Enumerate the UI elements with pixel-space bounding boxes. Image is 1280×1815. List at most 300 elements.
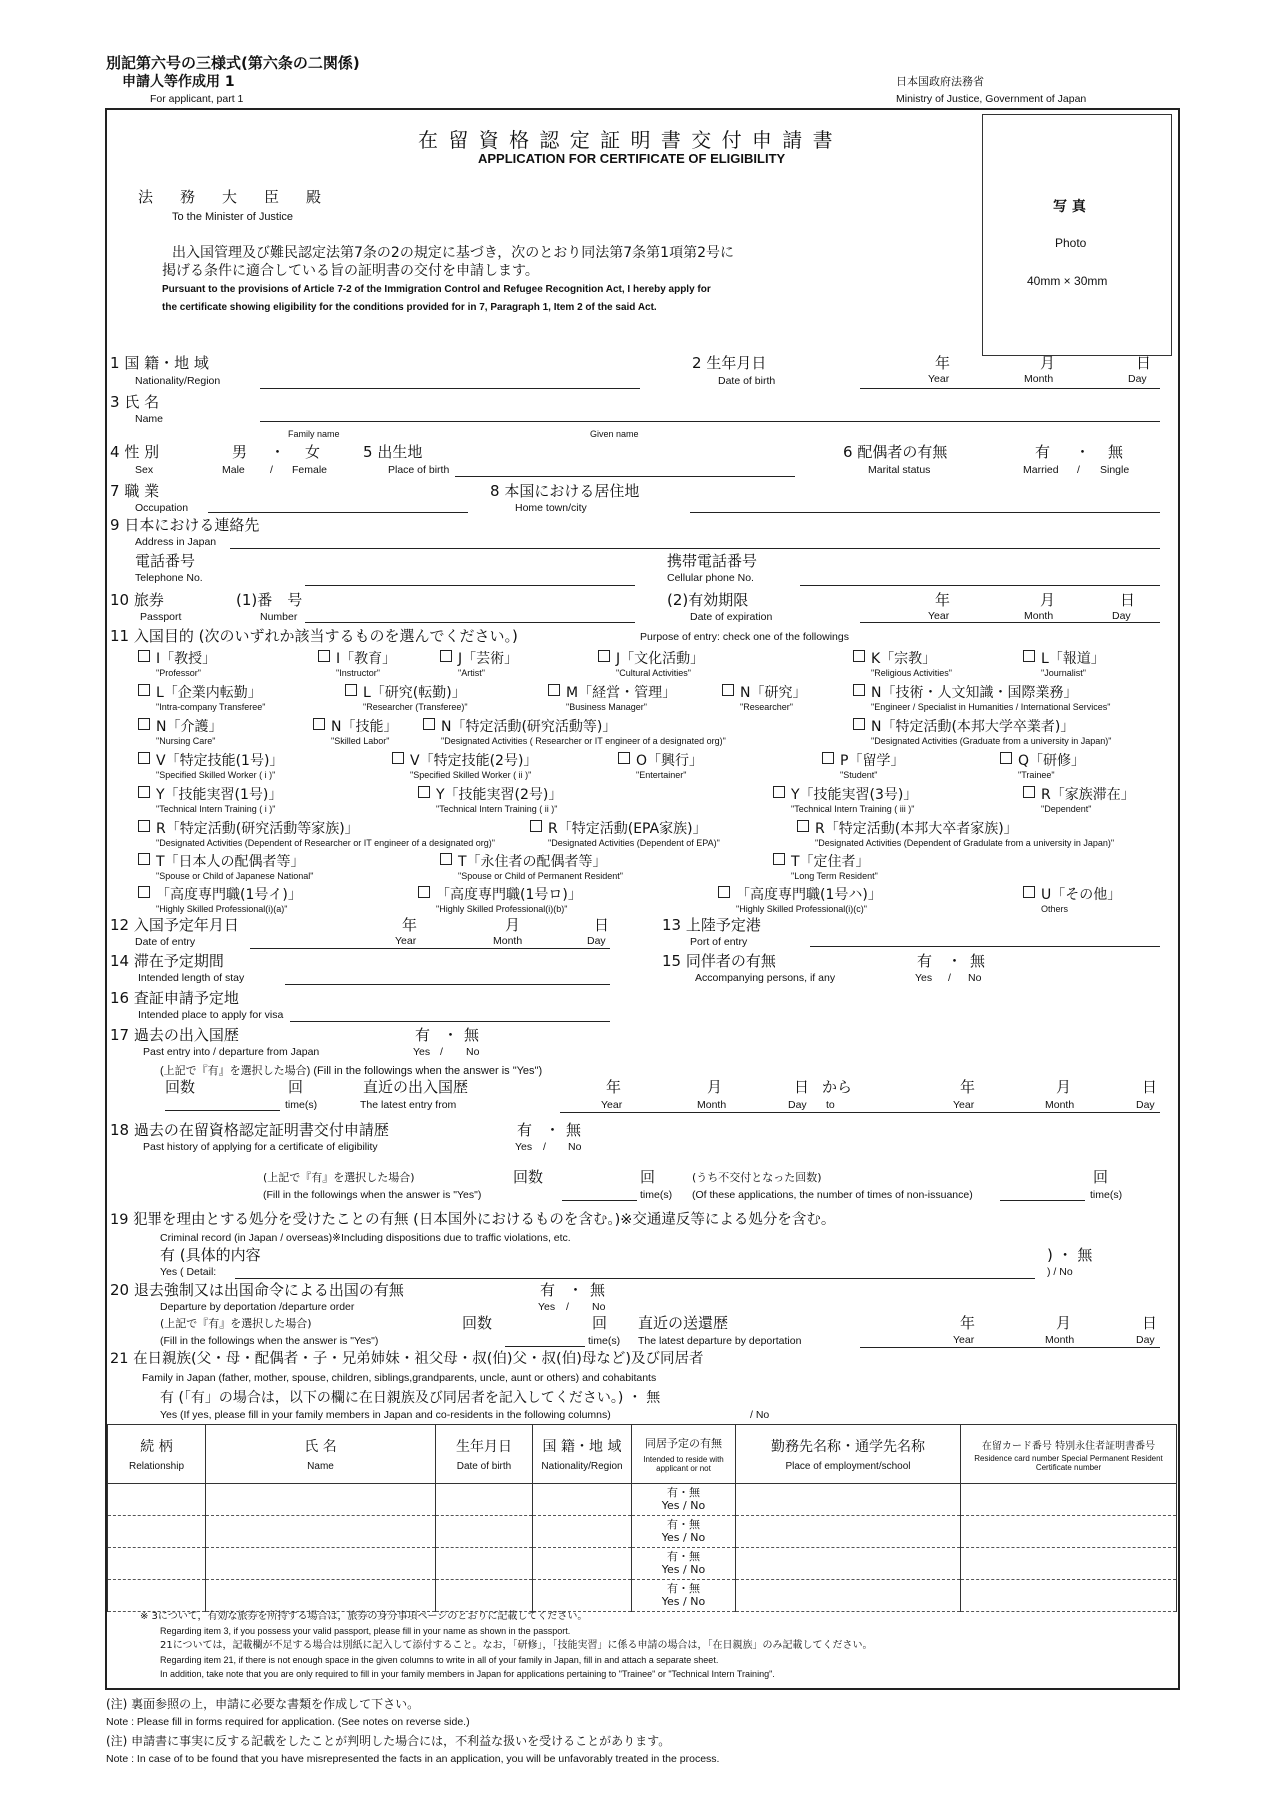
entry-month-en: Month [493, 935, 523, 947]
purpose-option[interactable] [530, 820, 720, 848]
purpose-option-label: M「経営・管理」 [566, 685, 677, 701]
reside-cell[interactable]: 有・無 Yes / No [632, 1548, 736, 1580]
checkbox[interactable] [418, 786, 430, 798]
accompany-no-en: No [968, 972, 982, 984]
deport-cond-en: (Fill in the followings when the answer is "Yes") [160, 1335, 379, 1347]
checkbox[interactable] [598, 650, 610, 662]
purpose-option-label: R「特定活動(EPA家族)」 [548, 821, 707, 837]
purpose-option-label-en: "Technical Intern Training ( ii )" [436, 804, 558, 814]
d-year-en: Year [953, 1334, 975, 1346]
purpose-option[interactable] [1023, 886, 1121, 914]
purpose-option-label: L「企業内転勤」 [156, 685, 262, 701]
dob-cell[interactable] [436, 1516, 533, 1548]
purpose-option-label-en: "Trainee" [1018, 770, 1055, 780]
sex-dot: ・ [270, 443, 286, 461]
visa-place-input[interactable] [290, 1021, 610, 1022]
residence-card-cell[interactable] [961, 1580, 1177, 1612]
passport-number-input[interactable] [305, 622, 635, 623]
checkbox[interactable] [138, 718, 150, 730]
photo-size: 40mm × 30mm [1027, 274, 1108, 288]
purpose-option[interactable] [392, 752, 537, 780]
purpose-option[interactable] [418, 886, 582, 914]
accompany-no[interactable]: 無 [970, 952, 986, 970]
purpose-option[interactable] [423, 718, 726, 746]
purpose-option[interactable] [773, 853, 878, 881]
purpose-option[interactable] [853, 684, 1111, 712]
reside-cell[interactable]: 有・無 Yes / No [632, 1484, 736, 1516]
coe-history-no-en: No [568, 1141, 582, 1153]
f10-label-en: Passport [140, 611, 182, 623]
f5-label: 5 出生地 [363, 443, 423, 461]
entry-times-input[interactable] [165, 1110, 280, 1111]
checkbox[interactable] [718, 886, 730, 898]
birthplace-input[interactable] [455, 476, 795, 477]
sex-male-option[interactable]: 男 [232, 443, 248, 461]
note-1-en: Regarding item 3, if you possess your valid passport, please fill in your name as shown in the passport. [160, 1626, 571, 1636]
purpose-option[interactable] [773, 786, 917, 814]
checkbox[interactable] [418, 886, 430, 898]
latest-deport-input[interactable] [860, 1347, 1160, 1348]
purpose-option-label-en: "Cultural Activities" [616, 668, 691, 678]
entry-date-input[interactable] [250, 948, 610, 949]
latest-deport-en: The latest departure by deportation [638, 1335, 802, 1347]
dob-year-en: Year [928, 373, 950, 385]
f7-label-en: Occupation [135, 502, 189, 514]
purpose-option-label-en: "Researcher (Transferee)" [363, 702, 468, 712]
f20-label: 20 退去強制又は出国命令による出国の有無 [110, 1281, 404, 1299]
f1-label: 1 国 籍・地 域 [110, 354, 209, 372]
employment-cell[interactable] [736, 1484, 961, 1516]
purpose-option[interactable] [138, 752, 283, 780]
f8-label-en: Home town/city [515, 502, 587, 514]
f12-label: 12 入国予定年月日 [110, 916, 239, 934]
purpose-option-label-en: "Specified Skilled Worker ( i )" [156, 770, 276, 780]
name-cell[interactable] [206, 1548, 436, 1580]
sex-male-en: Male [222, 464, 245, 476]
purpose-option-label-en: "Technical Intern Training ( i )" [156, 804, 276, 814]
checkbox[interactable] [138, 786, 150, 798]
f20-label-en: Departure by deportation /departure order [160, 1301, 355, 1313]
criminal-detail-input[interactable] [235, 1278, 1035, 1279]
nonissue-unit: 回 [1093, 1168, 1109, 1186]
addressee-jp: 法 務 大 臣 殿 [138, 188, 328, 206]
l2-year-en: Year [953, 1099, 975, 1111]
checkbox[interactable] [313, 718, 325, 730]
f15-label: 15 同伴者の有無 [662, 952, 776, 970]
checkbox[interactable] [1000, 752, 1012, 764]
purpose-option-label: N「特定活動(研究活動等)」 [441, 719, 617, 735]
f21-label-en: Family in Japan (father, mother, spouse, children, siblings,grandparents, uncle, aunt or others) and cohabitants [142, 1372, 657, 1384]
sex-female-en: Female [292, 464, 328, 476]
purpose-option-label: L「研究(転勤)」 [363, 685, 466, 701]
passport-expiry-label: (2)有効期限 [667, 591, 749, 609]
marital-no-option[interactable]: 無 [1108, 443, 1124, 461]
checkbox[interactable] [345, 684, 357, 696]
purpose-option-label-en: "Professor" [156, 668, 201, 678]
purpose-option[interactable] [138, 853, 314, 881]
dob-year-jp: 年 [935, 354, 951, 372]
col-employment: 勤務先名称・通学先名称 Place of employment/school [736, 1425, 961, 1484]
checkbox[interactable] [773, 786, 785, 798]
f16-label: 16 査証申請予定地 [110, 989, 239, 1007]
purpose-option-label: R「特定活動(本邦大卒者家族)」 [815, 821, 1018, 837]
entry-times-unit: 回 [288, 1078, 304, 1096]
checkbox[interactable] [797, 820, 809, 832]
to-label: to [826, 1099, 835, 1111]
f10-label: 10 旅券 [110, 591, 164, 609]
f17-label: 17 過去の出入国歴 [110, 1026, 239, 1044]
purpose-option-label-en: Others [1041, 904, 1069, 914]
entry-month-jp: 月 [505, 916, 521, 934]
name-cell[interactable] [206, 1516, 436, 1548]
f9-label-en: Address in Japan [135, 536, 217, 548]
nationality-cell[interactable] [533, 1484, 632, 1516]
purpose-option-label: T「定住者」 [791, 854, 870, 870]
nonissue-input[interactable] [1000, 1200, 1085, 1201]
purpose-option-label-en: "Researcher" [740, 702, 793, 712]
coe-history-yes[interactable]: 有 [517, 1121, 533, 1139]
checkbox[interactable] [618, 752, 630, 764]
f2-label: 2 生年月日 [692, 354, 767, 372]
coe-times-input[interactable] [562, 1200, 637, 1201]
marital-yes-option[interactable]: 有 [1035, 443, 1051, 461]
checkbox[interactable] [138, 752, 150, 764]
entry-history-dot: ・ [443, 1026, 459, 1044]
checkbox[interactable] [138, 684, 150, 696]
checkbox[interactable] [548, 684, 560, 696]
purpose-option[interactable] [138, 650, 216, 678]
purpose-option-label-en: "Religious Activities" [871, 668, 952, 678]
checkbox[interactable] [440, 853, 452, 865]
checkbox[interactable] [138, 853, 150, 865]
entry-history-yes[interactable]: 有 [415, 1026, 431, 1044]
entry-day-en: Day [587, 935, 606, 947]
purpose-option-label-en: "Instructor" [336, 668, 380, 678]
dob-month-en: Month [1024, 373, 1054, 385]
accompany-slash: / [948, 972, 951, 984]
checkbox[interactable] [1023, 650, 1035, 662]
checkbox[interactable] [1023, 786, 1035, 798]
checkbox[interactable] [392, 752, 404, 764]
purpose-option-label-en: "Highly Skilled Professional(i)(b)" [436, 904, 568, 914]
nationality-cell[interactable] [533, 1580, 632, 1612]
residence-card-cell[interactable] [961, 1484, 1177, 1516]
purpose-option-label: Y「技能実習(3号)」 [791, 787, 918, 803]
purpose-option-label: U「その他」 [1041, 887, 1122, 903]
f7-label: 7 職 業 [110, 482, 160, 500]
purpose-option-label-en: "Spouse or Child of Permanent Resident" [458, 871, 623, 881]
occupation-input[interactable] [208, 512, 468, 513]
purpose-option-label: V「特定技能(2号)」 [410, 753, 538, 769]
d-month-en: Month [1045, 1334, 1075, 1346]
f13-label: 13 上陸予定港 [662, 916, 761, 934]
purpose-option-label-en: "Entertainer" [636, 770, 687, 780]
dob-cell[interactable] [436, 1484, 533, 1516]
purpose-option[interactable] [440, 650, 518, 678]
f12-label-en: Date of entry [135, 936, 196, 948]
checkbox[interactable] [722, 684, 734, 696]
purpose-option[interactable] [440, 853, 623, 881]
purpose-option[interactable] [138, 820, 495, 848]
note-2-en: Regarding item 21, if there is not enough space in the given columns to write in all of your family in Japan, fill in and attach a separate sheet. [160, 1655, 719, 1665]
sex-female-option[interactable]: 女 [305, 443, 321, 461]
purpose-option-label: Q「研修」 [1018, 753, 1086, 769]
criminal-no-en: ) / No [1047, 1266, 1073, 1278]
cellular-input[interactable] [800, 585, 1160, 586]
note-3-en: In addition, take note that you are only required to fill in your family members in Japan for applications pertaining to "Trainee" or "Technical Intern Training". [160, 1669, 775, 1679]
family-yes-en: Yes (If yes, please fill in your family members in Japan and co-residents in the following columns) [160, 1409, 611, 1421]
exp-day-jp: 日 [1120, 591, 1136, 609]
d-month-jp: 月 [1056, 1314, 1072, 1332]
purpose-option[interactable] [1023, 786, 1135, 814]
checkbox[interactable] [853, 650, 865, 662]
purpose-option-label: N「介護」 [156, 719, 223, 735]
relationship-cell[interactable] [108, 1484, 206, 1516]
name-cell[interactable] [206, 1484, 436, 1516]
checkbox[interactable] [138, 886, 150, 898]
reside-cell[interactable]: 有・無 Yes / No [632, 1580, 736, 1612]
purpose-option-label: V「特定技能(1号)」 [156, 753, 284, 769]
dob-input[interactable] [860, 388, 1160, 389]
nonissue-en: (Of these applications, the number of times of non-issuance) [692, 1189, 973, 1201]
checkbox[interactable] [853, 718, 865, 730]
checkbox[interactable] [1023, 886, 1035, 898]
purpose-option-label-en: "Highly Skilled Professional(i)(c)" [736, 904, 867, 914]
f15-label-en: Accompanying persons, if any [695, 972, 836, 984]
port-input[interactable] [810, 946, 1160, 947]
nonissue-jp: (うち不交付となった回数) [692, 1171, 822, 1184]
checkbox[interactable] [318, 650, 330, 662]
family-no-en: / No [750, 1409, 770, 1421]
purpose-option[interactable] [548, 684, 676, 712]
exp-day-en: Day [1112, 610, 1131, 622]
f5-label-en: Place of birth [388, 464, 450, 476]
purpose-option-label: J「文化活動」 [616, 651, 705, 667]
table-row [108, 1484, 1177, 1516]
footer-2-jp: (注) 申請書に事実に反する記載をしたことが判明した場合には，不利益な扱いを受けることがあります。 [106, 1734, 671, 1748]
l2-month-jp: 月 [1056, 1078, 1072, 1096]
accompany-dot: ・ [947, 952, 963, 970]
coe-cond-en: (Fill in the followings when the answer is "Yes") [263, 1189, 482, 1201]
intro-en-2: the certificate showing eligibility for the conditions provided for in 7, Paragraph 1, Item 2 of the said Act. [162, 302, 657, 313]
expiry-input[interactable] [860, 622, 1160, 623]
checkbox[interactable] [138, 820, 150, 832]
purpose-option-label-en: "Journalist" [1041, 668, 1086, 678]
purpose-option-label-en: "Engineer / Specialist in Humanities / International Services" [871, 702, 1111, 712]
family-yes-option[interactable]: 有 (「有」の場合は，以下の欄に在日親族及び同居者を記入してください。) ・ 無 [160, 1390, 661, 1406]
l-year-jp: 年 [606, 1078, 622, 1096]
nationality-cell[interactable] [533, 1516, 632, 1548]
entry-times-en: time(s) [285, 1099, 318, 1111]
passport-number-label: (1)番 号 [236, 591, 303, 609]
purpose-option[interactable] [598, 650, 704, 678]
family-table-header [108, 1425, 1177, 1484]
purpose-option[interactable] [138, 684, 265, 712]
purpose-option-label-en: "Specified Skilled Worker ( ii )" [410, 770, 532, 780]
dob-day-jp: 日 [1136, 354, 1152, 372]
coe-history-no[interactable]: 無 [566, 1121, 582, 1139]
address-input[interactable] [230, 548, 1160, 549]
checkbox[interactable] [853, 684, 865, 696]
f9-label: 9 日本における連絡先 [110, 516, 260, 534]
cell-label: 携帯電話番号 [667, 552, 758, 570]
entry-history-no[interactable]: 無 [464, 1026, 480, 1044]
coe-times-unit: 回 [640, 1168, 656, 1186]
coe-times-en: time(s) [640, 1189, 673, 1201]
purpose-option[interactable] [718, 886, 882, 914]
criminal-yes-detail[interactable]: 有 (具体的内容 [160, 1246, 261, 1264]
purpose-option[interactable] [1023, 650, 1105, 678]
purpose-option-label: J「芸術」 [458, 651, 519, 667]
employment-cell[interactable] [736, 1580, 961, 1612]
checkbox[interactable] [773, 853, 785, 865]
purpose-option[interactable] [618, 752, 703, 780]
title-en: APPLICATION FOR CERTIFICATE OF ELIGIBILITY [478, 151, 786, 166]
deport-no-en: No [592, 1301, 606, 1313]
dob-cell[interactable] [436, 1580, 533, 1612]
latest-entry-input[interactable] [560, 1112, 1160, 1113]
deport-slash: / [566, 1301, 569, 1313]
f13-label-en: Port of entry [690, 936, 748, 948]
purpose-option[interactable] [797, 820, 1114, 848]
exp-year-jp: 年 [935, 591, 951, 609]
deport-times-unit: 回 [592, 1314, 608, 1332]
checkbox[interactable] [440, 650, 452, 662]
purpose-option[interactable] [853, 650, 952, 678]
deport-times-en: time(s) [588, 1335, 621, 1347]
checkbox[interactable] [822, 752, 834, 764]
title-jp: 在 留 資 格 認 定 証 明 書 交 付 申 請 書 [418, 128, 835, 152]
purpose-option[interactable] [138, 718, 222, 746]
intro-jp-2: 掲げる条件に適合している旨の証明書の交付を申請します。 [162, 263, 539, 279]
table-row [108, 1516, 1177, 1548]
reside-cell[interactable]: 有・無 Yes / No [632, 1516, 736, 1548]
f18-label-en: Past history of applying for a certificate of eligibility [143, 1141, 378, 1153]
purpose-option-label: Ⅰ「教育」 [336, 651, 397, 667]
purpose-option-label: N「技能」 [331, 719, 398, 735]
relationship-cell[interactable] [108, 1580, 206, 1612]
family-table [107, 1424, 1177, 1612]
stay-input[interactable] [285, 984, 610, 985]
purpose-option[interactable] [138, 886, 302, 914]
residence-card-cell[interactable] [961, 1548, 1177, 1580]
entry-year-en: Year [395, 935, 417, 947]
deport-no[interactable]: 無 [590, 1281, 606, 1299]
photo-box[interactable] [982, 114, 1172, 356]
applicant-label-en: For applicant, part 1 [150, 93, 244, 105]
deport-times-input[interactable] [505, 1346, 585, 1347]
passport-expiry-en: Date of expiration [690, 611, 773, 623]
purpose-option[interactable] [822, 752, 904, 780]
col-name: 氏 名 Name [206, 1425, 436, 1484]
purpose-option[interactable] [418, 786, 562, 814]
residence-card-cell[interactable] [961, 1516, 1177, 1548]
entry-history-no-en: No [466, 1046, 480, 1058]
note-1-jp: ※ 3について，有効な旅券を所持する場合は，旅券の身分事項ページのとおりに記載してください。 [140, 1611, 588, 1622]
purpose-option-label-en: "Designated Activities (Graduate from a university in Japan)" [871, 736, 1112, 746]
purpose-option-label: O「興行」 [636, 753, 704, 769]
purpose-option[interactable] [853, 718, 1112, 746]
d-day-jp: 日 [1142, 1314, 1158, 1332]
checkbox[interactable] [530, 820, 542, 832]
purpose-option[interactable] [318, 650, 396, 678]
relationship-cell[interactable] [108, 1516, 206, 1548]
name-cell[interactable] [206, 1580, 436, 1612]
purpose-option-label-en: "Designated Activities (Dependent of Researcher or IT engineer of a designated org)" [156, 838, 495, 848]
criminal-yes-detail-en: Yes ( Detail: [160, 1266, 217, 1278]
employment-cell[interactable] [736, 1548, 961, 1580]
deport-yes[interactable]: 有 [540, 1281, 556, 1299]
purpose-option-label: R「特定活動(研究活動等家族)」 [156, 821, 359, 837]
purpose-option[interactable] [138, 786, 282, 814]
f2-label-en: Date of birth [718, 375, 776, 387]
l-day-jp: 日 [794, 1078, 810, 1096]
l2-year-jp: 年 [960, 1078, 976, 1096]
purpose-option[interactable] [345, 684, 468, 712]
l2-month-en: Month [1045, 1099, 1075, 1111]
accompany-yes-en: Yes [915, 972, 933, 984]
hometown-input[interactable] [690, 512, 1160, 513]
purpose-option-label: Y「技能実習(2号)」 [436, 787, 563, 803]
l2-day-en: Day [1136, 1099, 1155, 1111]
given-name-label: Given name [590, 429, 639, 439]
marital-slash: / [1077, 464, 1080, 476]
purpose-option-label: T「日本人の配偶者等」 [156, 854, 305, 870]
entry-history-condition: (上記で『有』を選択した場合) (Fill in the followings when the answer is "Yes") [160, 1065, 543, 1077]
checkbox[interactable] [423, 718, 435, 730]
telephone-input[interactable] [305, 585, 635, 586]
f6-label: 6 配偶者の有無 [843, 443, 948, 461]
criminal-no[interactable]: ) ・ 無 [1047, 1246, 1093, 1264]
accompany-yes[interactable]: 有 [917, 952, 933, 970]
footer-2-en: Note : In case of to be found that you have misrepresented the facts in an application, you will be unfavorably treated in the process. [106, 1753, 720, 1765]
marital-yes-en: Married [1023, 464, 1059, 476]
nationality-cell[interactable] [533, 1548, 632, 1580]
nationality-input[interactable] [260, 388, 640, 389]
purpose-option[interactable] [313, 718, 397, 746]
f6-label-en: Marital status [868, 464, 931, 476]
applicant-label-jp: 申請人等作成用 1 [122, 74, 235, 90]
family-name-label: Family name [288, 429, 340, 439]
col-relationship: 続 柄 Relationship [108, 1425, 206, 1484]
dob-cell[interactable] [436, 1548, 533, 1580]
name-input[interactable] [260, 421, 1160, 422]
coe-history-dot: ・ [545, 1121, 561, 1139]
checkbox[interactable] [138, 650, 150, 662]
purpose-option-label: T「永住者の配偶者等」 [458, 854, 607, 870]
entry-day-jp: 日 [594, 916, 610, 934]
purpose-option-label-en: "Student" [840, 770, 878, 780]
form-id: 別記第六号の三様式(第六条の二関係) [106, 54, 360, 72]
employment-cell[interactable] [736, 1516, 961, 1548]
note-2-jp: 21については，記載欄が不足する場合は別紙に記入して添付すること。なお，「研修」，「技能実習」に係る申請の場合は，「在日親族」のみ記載してください。 [160, 1640, 873, 1651]
col-nationality: 国 籍・地 域 Nationality/Region [533, 1425, 632, 1484]
coe-cond-jp: (上記で『有』を選択した場合) [263, 1171, 415, 1184]
purpose-option-label: 「高度専門職(1号ハ)」 [736, 887, 882, 903]
l-month-jp: 月 [707, 1078, 723, 1096]
f17-label-en: Past entry into / departure from Japan [143, 1046, 320, 1058]
entry-history-slash: / [440, 1046, 443, 1058]
col-residence-card: 在留カード番号 特別永住者証明書番号 Residence card number Special Permanent Resident Certificate number [961, 1425, 1177, 1484]
relationship-cell[interactable] [108, 1548, 206, 1580]
coe-times-label: 回数 [513, 1168, 544, 1186]
f4-label-en: Sex [135, 464, 154, 476]
deport-yes-en: Yes [538, 1301, 556, 1313]
purpose-option[interactable] [1000, 752, 1085, 780]
purpose-option-label-en: "Spouse or Child of Japanese National" [156, 871, 314, 881]
footer-1-jp: (注) 裏面参照の上，申請に必要な書類を作成して下さい。 [106, 1697, 420, 1711]
purpose-option[interactable] [722, 684, 806, 712]
